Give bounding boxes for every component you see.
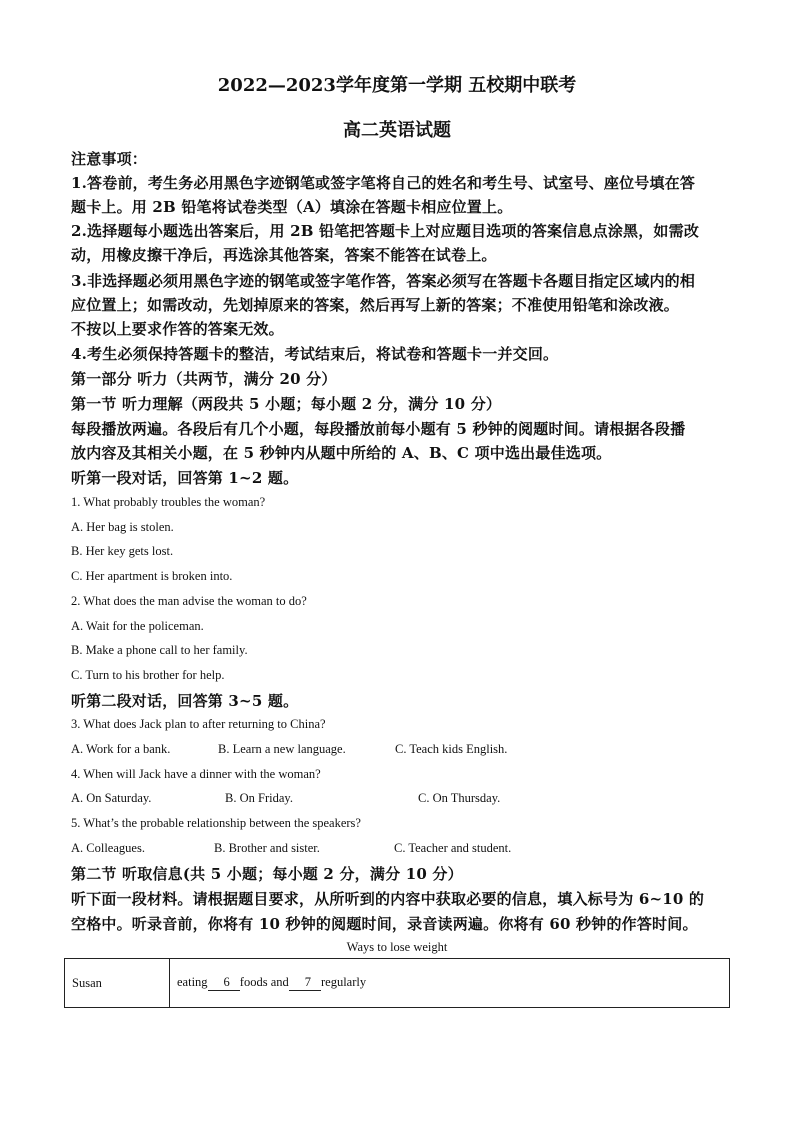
notice-heading: 注意事项： bbox=[71, 150, 148, 168]
part1-heading: 第一部分 听力（共两节，满分 20 分） bbox=[71, 370, 337, 388]
exam-title: 2022—2023学年度第一学期 五校期中联考 bbox=[217, 75, 577, 96]
question-3-option-b: B. Learn a new language. bbox=[218, 742, 346, 756]
weight-loss-table bbox=[64, 958, 730, 1008]
question-5-option-b: B. Brother and sister. bbox=[214, 841, 320, 855]
question-4-option-a: A. On Saturday. bbox=[71, 791, 152, 805]
question-5-stem: 5. What’s the probable relationship between the speakers? bbox=[71, 816, 361, 830]
blank-7[interactable]: 7 bbox=[303, 975, 321, 991]
question-5-option-a: A. Colleagues. bbox=[71, 841, 145, 855]
section2-instructions-line-1: 听下面一段材料。请根据题目要求，从所听到的内容中获取必要的信息，填入标号为 6~10 的 bbox=[71, 890, 705, 908]
question-1-option-b: B. Her key gets lost. bbox=[71, 544, 174, 558]
question-5-option-c: C. Teacher and student. bbox=[394, 841, 512, 855]
section1-heading: 第一节 听力理解（两段共 5 小题；每小题 2 分，满分 10 分） bbox=[71, 395, 502, 413]
fill-text-2: foods and bbox=[239, 975, 289, 989]
section2-heading: 第二节 听取信息(共 5 小题；每小题 2 分，满分 10 分） bbox=[71, 865, 463, 883]
table-row bbox=[65, 959, 730, 1008]
notice-item-3-line-1: 3.非选择题必须用黑色字迹的钢笔或签字笔作答，答案必须写在答题卡各题目指定区域内的相 bbox=[71, 272, 696, 290]
blank-underline-left bbox=[289, 975, 303, 991]
exam-subtitle: 高二英语试题 bbox=[343, 120, 451, 141]
question-3-stem: 3. What does Jack plan to after returning to China? bbox=[71, 717, 326, 731]
notice-item-3-line-2: 应位置上；如需改动，先划掉原来的答案，然后再写上新的答案；不准使用铅笔和涂改液。 bbox=[71, 296, 680, 314]
table-cell-name: Susan bbox=[65, 959, 170, 1008]
notice-item-4-line-1: 4.考生必须保持答题卡的整洁，考试结束后，将试卷和答题卡一并交回。 bbox=[71, 345, 559, 363]
question-4-option-c: C. On Thursday. bbox=[418, 791, 501, 805]
question-1-option-a: A. Her bag is stolen. bbox=[71, 520, 174, 534]
question-3-option-a: A. Work for a bank. bbox=[71, 742, 171, 756]
fill-text-3: regularly bbox=[321, 975, 367, 989]
notice-item-2-line-2: 动，用橡皮擦干净后，再选涂其他答案，答案不能答在试卷上。 bbox=[71, 246, 497, 264]
question-1-option-c: C. Her apartment is broken into. bbox=[71, 569, 233, 583]
table-cell-content bbox=[170, 959, 730, 1008]
question-2-stem: 2. What does the man advise the woman to do? bbox=[71, 594, 307, 608]
question-2-option-a: A. Wait for the policeman. bbox=[71, 619, 204, 633]
question-3-option-c: C. Teach kids English. bbox=[395, 742, 508, 756]
dialog1-heading: 听第一段对话，回答第 1~2 题。 bbox=[71, 469, 299, 487]
question-2-option-c: C. Turn to his brother for help. bbox=[71, 668, 225, 682]
notice-item-1-line-2: 题卡上。用 2B 铅笔将试卷类型（A）填涂在答题卡相应位置上。 bbox=[71, 198, 513, 216]
section2-instructions-line-2: 空格中。听录音前，你将有 10 秒钟的阅题时间，录音读两遍。你将有 60 秒钟的作答时间。 bbox=[71, 915, 698, 933]
blank-underline-left bbox=[208, 975, 222, 991]
notice-item-2-line-1: 2.选择题每小题选出答案后，用 2B 铅笔把答题卡上对应题目选项的答案信息点涂黑，如需改 bbox=[71, 222, 700, 240]
notice-item-1-line-1: 1.答卷前，考生务必用黑色字迹钢笔或签字笔将自己的姓名和考生号、试室号、座位号填在答 bbox=[71, 174, 696, 192]
notice-item-3-line-3: 不按以上要求作答的答案无效。 bbox=[71, 320, 284, 338]
question-4-option-b: B. On Friday. bbox=[225, 791, 293, 805]
question-1-stem: 1. What probably troubles the woman? bbox=[71, 495, 266, 509]
question-2-option-b: B. Make a phone call to her family. bbox=[71, 643, 248, 657]
fill-text-1: eating bbox=[177, 975, 208, 989]
table-caption: Ways to lose weight bbox=[346, 940, 448, 954]
section1-instructions-line-2: 放内容及其相关小题，在 5 秒钟内从题中所给的 A、B、C 项中选出最佳选项。 bbox=[71, 444, 612, 462]
dialog2-heading: 听第二段对话，回答第 3~5 题。 bbox=[71, 692, 299, 710]
blank-6[interactable]: 6 bbox=[222, 975, 240, 991]
section1-instructions-line-1: 每段播放两遍。各段后有几个小题，每段播放前每小题有 5 秒钟的阅题时间。请根据各段播 bbox=[71, 420, 686, 438]
question-4-stem: 4. When will Jack have a dinner with the woman? bbox=[71, 767, 321, 781]
